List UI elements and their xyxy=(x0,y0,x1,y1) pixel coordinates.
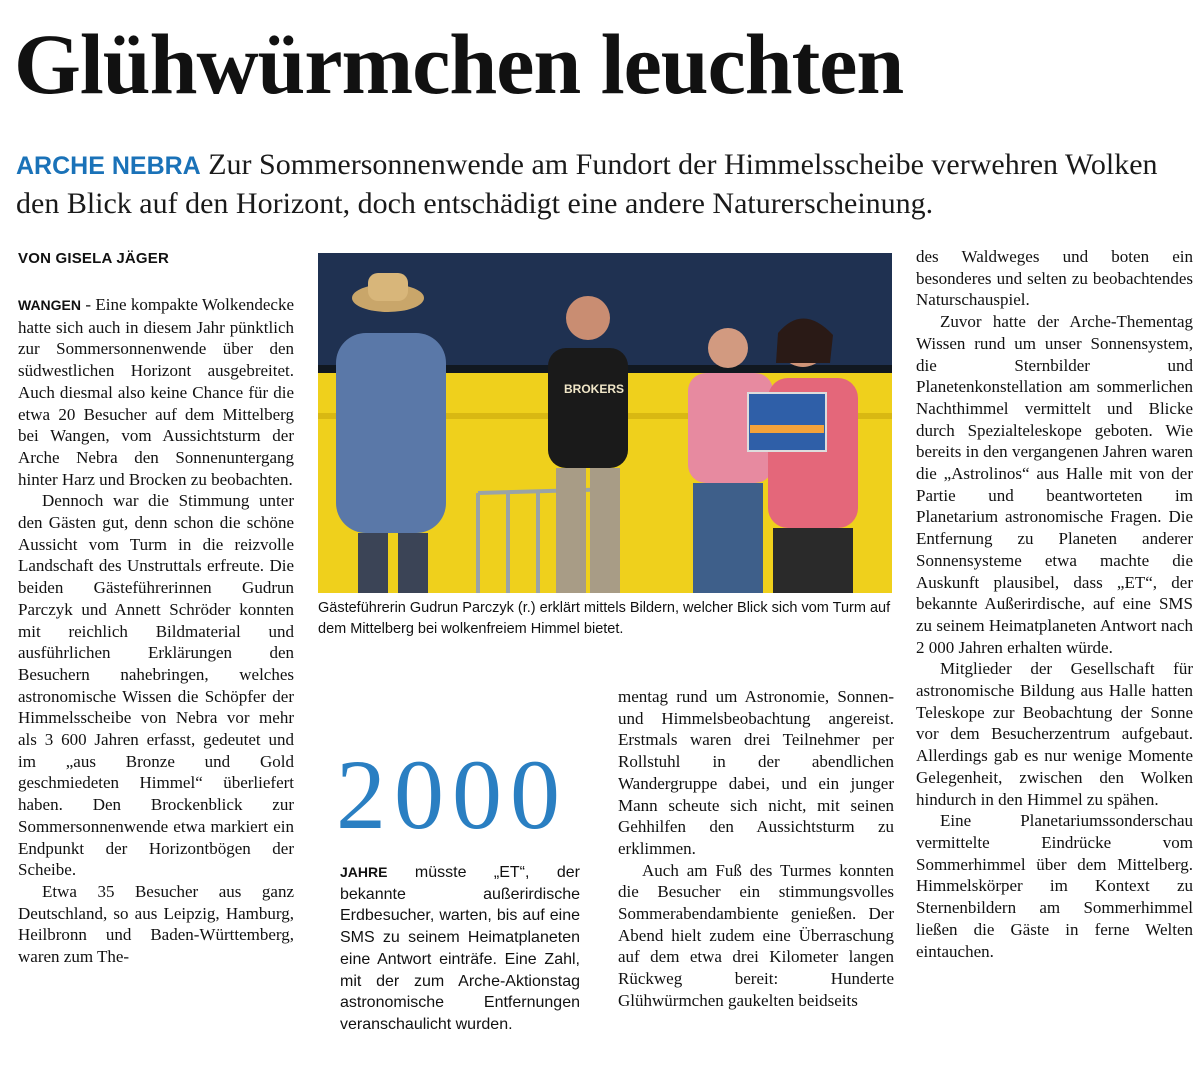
paragraph: Auch am Fuß des Turmes konnten die Besucher ein stimmungsvolles Sommerabendambiente genießen. Der Abend hielt zudem eine Überraschung auf dem etwa drei Kilometer langen Rückweg bereit: Hunderte Glühwürmchen gaukelten beidseits xyxy=(618,860,894,1010)
byline: VON GISELA JÄGER xyxy=(18,250,170,267)
paragraph: Mitglieder der Gesellschaft für astronomische Bildung aus Halle hatten Teleskope zur Beobachtung der Sonne vor dem Besucherzentrum aufgebaut. Allerdings gab es nur wenige Momente Gelegenheit, zwischen den Wolken hindurch in den Himmel zu spähen. xyxy=(916,659,1193,809)
kicker: ARCHE NEBRA xyxy=(16,152,201,180)
paragraph: mentag rund um Astronomie, Sonnen- und Himmelsbeobachtung angereist. Erstmals waren drei Teilnehmer per Rollstuhl in der abendlichen Wandergruppe dabei, und ein junger Mann scheute sich nicht, mit seinen Gehhilfen den Aussichtsturm zu erklimmen. xyxy=(618,687,894,858)
paragraph xyxy=(18,294,294,490)
headline: Glühwürmchen leuchten xyxy=(14,16,904,112)
paragraph: Dennoch war die Stimmung unter den Gästen gut, denn schon die schöne Aussicht vom Turm in die reizvolle Landschaft des Unstruttals erfreute. Die beiden Gästeführerinnen Gudrun Parczyk und Annett Schröder konnten mit reichlich Bildmaterial und ausführlichen Erklärungen den Besuchern nahebringen, welches astronomische Wissen die Schöpfer der Himmelsscheibe von Nebra vor mehr als 3 600 Jahren erfasst, gedeutet und im „aus Bronze und Gold geschmiedeten Himmel“ überliefert haben. Den Brockenblick zur Sommersonnenwende etwa markiert ein Endpunkt der Horizontbögen der Scheibe. xyxy=(18,491,294,880)
factbox-number: 2000 xyxy=(336,739,568,850)
column-1 xyxy=(18,294,294,968)
subhead-text: Zur Sommersonnenwende am Fundort der Himmelsscheibe verwehren Wolken den Blick auf den Horizont, doch entschädigt eine andere Naturerscheinung. xyxy=(16,148,1158,220)
photo-illustration xyxy=(318,253,892,593)
column-3 xyxy=(618,686,894,1012)
photo-caption: Gästeführerin Gudrun Parczyk (r.) erklärt mittels Bildern, welcher Blick sich vom Turm auf dem Mittelberg bei wolkenfreiem Himmel bietet. xyxy=(318,600,891,637)
paragraph: Eine Planetariumssonderschau vermittelte Eindrücke vom Sommerhimmel über dem Mittelberg. Himmelskörper im Kontext zu Sternenbildern am Sommerhimmel ließen die Gäste in ferne Welten eintauchen. xyxy=(916,811,1193,961)
paragraph-text: - Eine kompakte Wolkendecke hatte sich auch in diesem Jahr pünktlich zur Sommersonnenwende über den südwestlichen Horizont ausgebreitet. Auch diesmal also keine Chance für die etwa 20 Besucher auf dem Mittelberg bei Wangen, vom Aussichtsturm der Arche Nebra den Sonnenuntergang hinter Harz und Brocken zu beobachten. xyxy=(18,295,294,489)
column-4 xyxy=(916,246,1193,962)
paragraph: des Waldweges und boten ein besonderes und selten zu beobachtendes Naturschauspiel. xyxy=(916,247,1193,310)
paragraph: Etwa 35 Besucher aus ganz Deutschland, so aus Leipzig, Hamburg, Heilbronn und Baden-Württemberg, waren zum The- xyxy=(18,881,294,967)
factbox-text xyxy=(340,862,580,1036)
shirt-print: BROKERS xyxy=(564,382,625,396)
paragraph: Zuvor hatte der Arche-Thementag Wissen rund um unser Sonnensystem, die Sternbilder und Planetenkonstellation am sommerlichen Nachthimmel vermittelt und Blicke durch Spezialteleskope geboten. Wie bereits in den vergangenen Jahren waren die „Astrolinos“ aus Halle mit von der Partie und beantworteten im Planetarium astronomische Fragen. Die Entfernung zu Planeten anderer Sonnensysteme etwa machte die Auskunft plausibel, dass „ET“, der bekannte Außerirdische, auf eine SMS zu seinem Heimatplaneten Antwort nach 2 000 Jahren erhalten würde. xyxy=(916,312,1193,657)
factbox-body: müsste „ET“, der bekannte außerirdische Erdbesucher, warten, bis auf eine SMS zu seinem Heimatplaneten eine Antwort einträfe. Eine Zahl, mit der zum Arche-Aktionstag astronomische Entfernungen veranschaulicht wurden. xyxy=(340,864,580,1033)
subheadline xyxy=(16,146,1186,223)
dateline-location: WANGEN xyxy=(18,297,81,313)
factbox-lead: JAHRE xyxy=(340,864,388,880)
photo xyxy=(318,253,892,593)
